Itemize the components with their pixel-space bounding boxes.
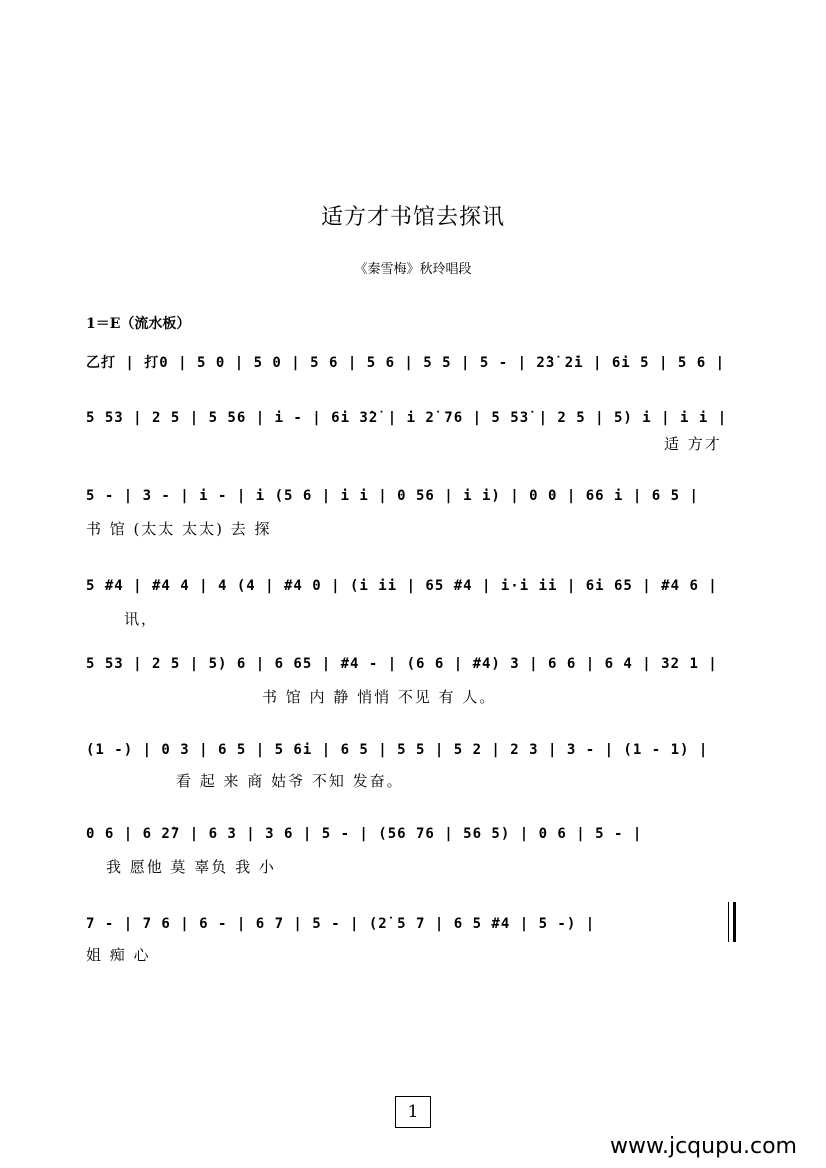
notation-line-7: 0 6 | 6 2̇7 | 6 3 | 3 6 | 5 - | (56 76 | 56 5) | 0 6 | 5 - |: [86, 826, 643, 842]
lyric-line-7: 我 愿他 莫 辜负 我 小: [106, 858, 276, 876]
lyric-line-8: 姐 痴 心: [86, 946, 151, 964]
lyric-line-6: 看 起 来 商 姑爷 不知 发奋。: [176, 772, 404, 790]
final-barline: [728, 902, 736, 942]
lyric-line-4: 讯，: [124, 610, 159, 628]
lyric-line-3: 书 馆 (太太 太太) 去 探: [86, 520, 272, 538]
watermark-text: www.jcqupu.com: [610, 1134, 797, 1159]
song-subtitle: 《秦雪梅》秋玲唱段: [354, 262, 472, 277]
notation-line-3: 5 - | 3 - | i - | i (5 6 | i i | 0 56 | i i) | 0 0 | 66 i | 6 5 |: [86, 488, 699, 504]
notation-line-6: (1 -) | 0 3 | 6 5 | 5 6i | 6 5 | 5 5 | 5 2 | 2 3 | 3 - | (1 - 1) |: [86, 742, 709, 758]
notation-line-5: 5 53 | 2 5 | 5) 6 | 6 65 | #4 - | (6 6 | #4) 3 | 6 6 | 6 4 | 32 1 |: [86, 656, 718, 672]
lyric-line-2: 适 方才: [664, 435, 722, 453]
key-signature: 1＝E（流水板）: [86, 316, 191, 332]
page-number: 1: [395, 1096, 431, 1128]
notation-line-4: 5 #4 | #4 4 | 4 (4 | #4 0 | (i ii | 65 #4 | i·i ii | 6i 65 | #4 6 |: [86, 578, 718, 594]
notation-line-8: 7 - | 7 6 | 6 - | 6 7 | 5 - | (2̇ 5 7 | 6 5 #4 | 5 -) |: [86, 916, 596, 932]
lyric-line-5: 书 馆 内 静 悄悄 不见 有 人。: [262, 688, 497, 706]
notation-line-1: 乙打 | 打0 | 5 0 | 5 0 | 5 6 | 5 6 | 5 5 | 5 - | 2̇3̇ 2̇i | 6i 5 | 5 6 |: [86, 355, 726, 371]
notation-line-2: 5 53 | 2 5 | 5 56 | i - | 6i 3̇2̇ | i 2̇ 76 | 5 53̇ | 2 5 | 5) i | i i |: [86, 410, 728, 426]
song-title: 适方才书馆去探讯: [320, 205, 505, 230]
